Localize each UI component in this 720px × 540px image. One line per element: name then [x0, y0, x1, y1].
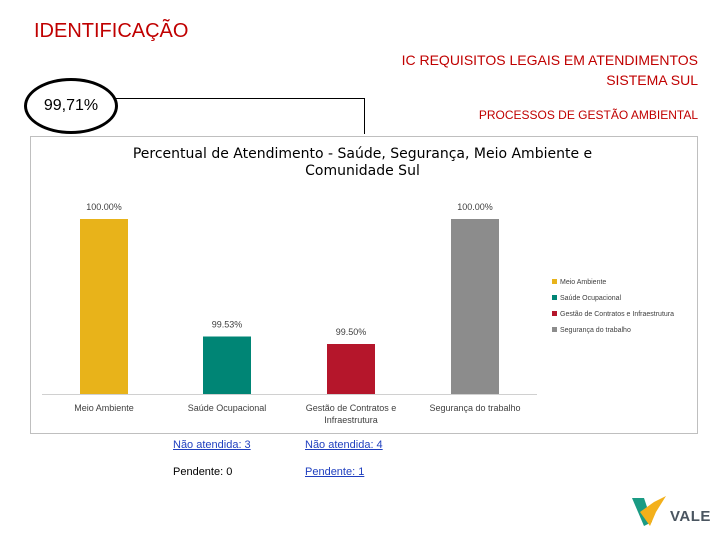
ic-title-line1: IC REQUISITOS LEGAIS EM ATENDIMENTOS — [401, 52, 698, 68]
data-label-2: 99.53% — [211, 319, 243, 330]
legend-label-4: Segurança do trabalho — [560, 327, 631, 334]
x-tick-label-1: Meio Ambiente — [74, 403, 134, 413]
page-title: IDENTIFICAÇÃO — [34, 20, 189, 42]
saude-nao-atendida-link[interactable]: Não atendida: 3 — [173, 439, 251, 451]
legend-label-3: Gestão de Contratos e Infraestrutura — [560, 311, 675, 318]
data-label-4: 100.00% — [457, 202, 493, 212]
vale-logo-text: VALE — [670, 508, 711, 525]
legend-swatch-3 — [552, 311, 557, 316]
legend-swatch-2 — [552, 295, 557, 300]
x-tick-label-3-line-1: Gestão de Contratos e — [305, 403, 397, 413]
x-tick-label-3-line-2: Infraestrutura — [324, 415, 378, 425]
ic-title-line2: SISTEMA SUL — [606, 72, 698, 88]
bar-1 — [80, 219, 128, 394]
overall-percent-value: 99,71% — [43, 97, 99, 114]
vale-logo-icon — [630, 492, 668, 530]
legend-label-1: Meio Ambiente — [560, 279, 607, 286]
gestao-pendente-link[interactable]: Pendente: 1 — [305, 466, 365, 478]
legend-swatch-4 — [552, 327, 557, 332]
x-tick-label-4: Segurança do trabalho — [429, 403, 521, 413]
legend-swatch-1 — [552, 279, 557, 284]
x-tick-label-2: Saúde Ocupacional — [187, 403, 267, 413]
legend-label-2: Saúde Ocupacional — [560, 295, 622, 302]
bar-3 — [327, 344, 375, 394]
saude-pendente-text: Pendente: 0 — [173, 466, 233, 478]
gestao-nao-atendida-link[interactable]: Não atendida: 4 — [305, 439, 383, 451]
bar-4 — [451, 219, 499, 394]
data-label-1: 100.00% — [86, 202, 122, 212]
process-label: PROCESSOS DE GESTÃO AMBIENTAL — [478, 108, 698, 122]
data-label-3: 99.50% — [335, 327, 367, 337]
bar-2 — [203, 337, 251, 395]
chart-title: Percentual de Atendimento - Saúde, Segurança, Meio Ambiente e Comunidade Sul — [132, 146, 593, 179]
